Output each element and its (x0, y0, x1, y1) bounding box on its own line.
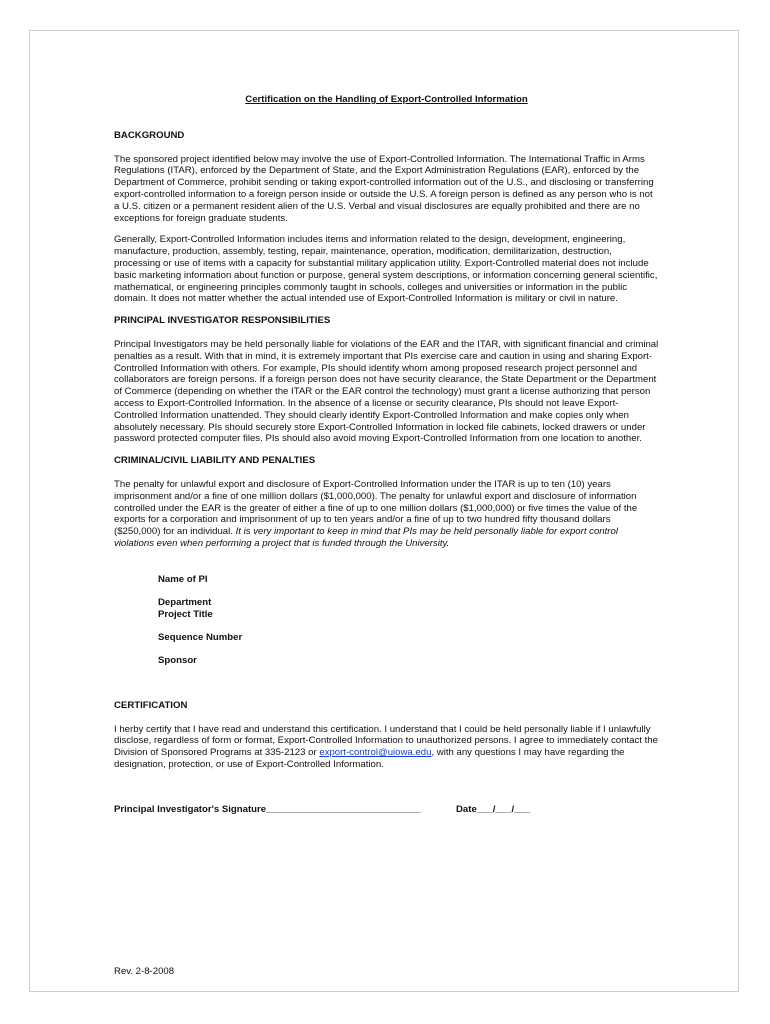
project-fields (158, 574, 659, 667)
export-control-email-link[interactable]: export-control@uiowa.edu (319, 747, 432, 759)
signature-line: Principal Investigator's Signature_____________________________ (114, 803, 421, 815)
project-title-label: Project Title (158, 608, 213, 620)
sponsor-label: Sponsor (158, 654, 197, 666)
liability-italic-text: It is very important to keep in mind that PIs may be held personally liable for export control violations even when performing a project that is funded through the University. (114, 526, 618, 549)
pi-responsibilities-heading: PRINCIPAL INVESTIGATOR RESPONSIBILITIES (114, 315, 331, 327)
background-heading: BACKGROUND (114, 129, 185, 141)
background-paragraph-1: The sponsored project identified below may involve the use of Export-Controlled Information. The International Traffic in Arms Regulations (ITAR), enforced by the Department of State, and the Export Administration Regulations (EAR), enforced by the Department of Commerce, prohibit sending or taking export-controlled information out of the U.S., and disclosing or transferring export-controlled information to a foreign person inside or outside the U.S. A foreign person is defined as any person who is not a U.S. citizen or a permanent resident alien of the U.S. Verbal and visual disclosures are equally prohibited and there are no exceptions for foreign graduate students. (114, 153, 654, 224)
document-body (114, 94, 659, 818)
sequence-number-label: Sequence Number (158, 631, 243, 643)
revision-label: Rev. 2-8-2008 (114, 966, 175, 977)
document-page (29, 30, 739, 992)
department-label: Department (158, 596, 212, 608)
pi-responsibilities-paragraph: Principal Investigators may be held personally liable for violations of the EAR and the ITAR, with significant financial and criminal penalties as a result. With that in mind, it is extremely important that PIs exercise care and caution in using and sharing Export-Controlled Information with others. For example, PIs should identify whom among proposed research project personnel and collaborators are foreign persons. If a foreign person does not have security clearance, the State Department or the Department of Commerce (depending on whether the ITAR or the EAR control the technology) must grant a license authorizing that person access to Export-Controlled Information. In the absence of a license or security clearance, PIs should not leave Export-Controlled Information unattended. They should clearly identify Export-Controlled Information and make copies only when absolutely necessary. PIs should securely store Export-Controlled Information in locked file cabinets, locked drawers or under password protected computer files. PIs should also avoid moving Export-Controlled Information from one location to another. (114, 338, 659, 445)
certification-text-after: , with any questions I may have regarding the designation, protection, or use of Export-Controlled Information. (114, 747, 625, 770)
liability-heading: CRIMINAL/CIVIL LIABILITY AND PENALTIES (114, 455, 316, 467)
liability-text: The penalty for unlawful export and disclosure of Export-Controlled Information under the ITAR is up to ten (10) years imprisonment and/or a fine of one million dollars ($1,000,000). The penalty for unlawful export and disclosure of information controlled under the EAR is the greater of either a fine of up to one million dollars ($1,000,000) or five times the value of the exports for a corporation and imprisonment of up to ten years and/or a fine of up to two hundred fifty thousand dollars ($250,000) for an individual. (114, 478, 638, 538)
background-paragraph-2: Generally, Export-Controlled Information includes items and information related to the design, development, engineering, manufacture, production, assembly, testing, repair, maintenance, operation, modification, demilitarization, destruction, processing or use of items with a capacity for substantial military application utility. Export-Controlled material does not include basic marketing information about function or purpose, general system descriptions, or information concerning general scientific, mathematical, or engineering principles commonly taught in schools, colleges and universities or information in the public domain. It does not matter whether the actual intended use of Export-Controlled Information is military or civil in nature. (114, 234, 658, 305)
document-title: Certification on the Handling of Export-Controlled Information (245, 94, 528, 105)
liability-paragraph (114, 479, 659, 550)
date-line: Date___/___/___ (456, 803, 531, 815)
certification-text-before: I herby certify that I have read and understand this certification. I understand that I could be held personally liable if I unlawfully disclose, regardless of form or format, Export-Controlled Information to unauthorized persons. I agree to immediately contact the Division of Sponsored Programs at 335-2123 or (114, 723, 658, 759)
signature-row (114, 804, 659, 818)
certification-heading: CERTIFICATION (114, 699, 188, 711)
certification-paragraph (114, 724, 659, 771)
name-of-pi-label: Name of PI (158, 573, 208, 585)
